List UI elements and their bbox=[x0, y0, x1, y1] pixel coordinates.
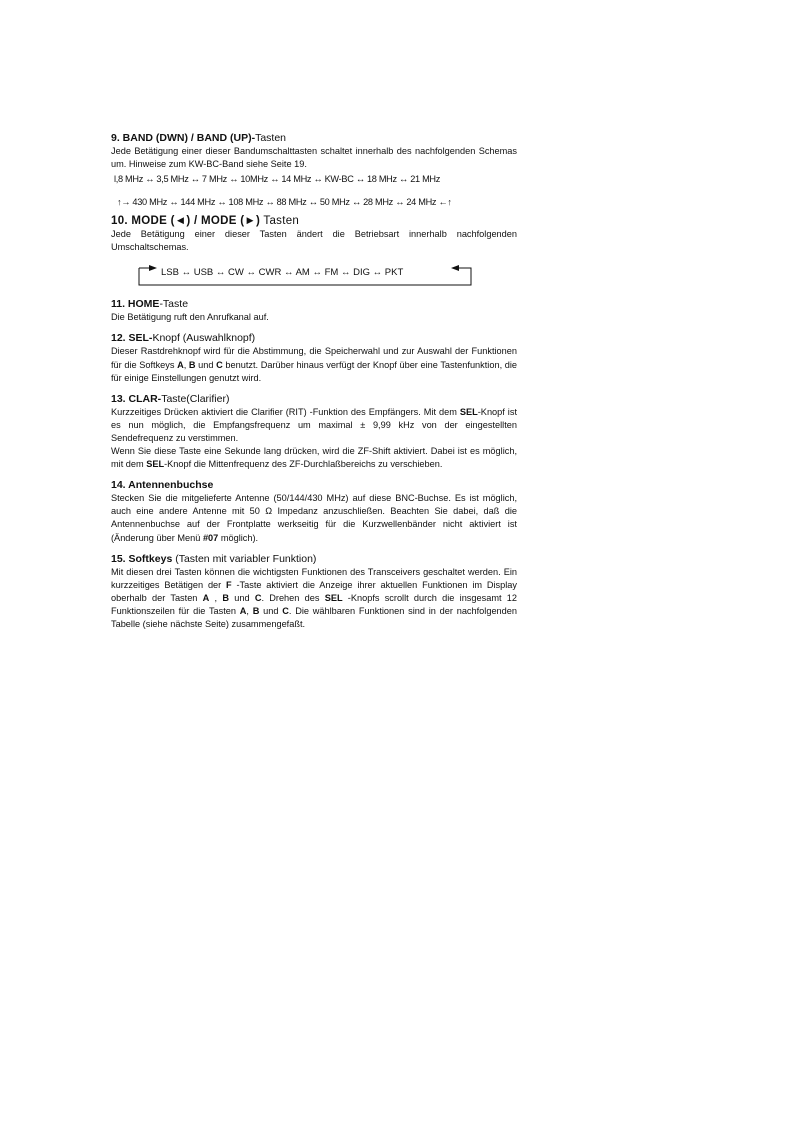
section-14-text: Stecken Sie die mitgelieferte Antenne (50/144/430 MHz) auf diese BNC-Buchse. Es ist möglich, auch eine andere Antenne mit 50 Ω Impedanz anzuschließen. Beachten Sie dabei, daß die Antennenbuchse auf der Frontplatte werkseitig für die Kurzwellenbänder nicht aktiviert ist (Änderung über Menü #07 möglich). bbox=[111, 493, 517, 543]
section-12-text: Dieser Rastdrehknopf wird für die Abstimmung, die Speicherwahl und zur Auswahl der Funktionen für die Softkeys A, B und C benutzt. Darüber hinaus verfügt der Knopf über eine Tastenfunktion, die für einige Einstellungen genutzt wird. bbox=[111, 346, 518, 383]
section-15-text: Mit diesen drei Tasten können die wichtigsten Funktionen des Transceivers geschaltet werden. Ein kurzzeitiges Betätigen der F -Taste aktiviert die Anzeige ihrer aktuellen Funktionen im Display oberhalb der Tasten A , B und C. Drehen des SEL -Knopfs scrollt durch die insgesamt 12 Funktionszeilen für die Tasten A, B und C. Die wählbaren Funktionen sind in der nachfolgenden Tabelle (siehe nächste Seite) zusammengefaßt. bbox=[111, 566, 517, 629]
section-9-text: Jede Betätigung einer dieser Bandumschalttasten schaltet innerhalb des nachfolgenden Schemas um. Hinweise zum KW-BC-Band siehe Seite 19. bbox=[111, 146, 517, 170]
band-sequence-hf: l,8 MHz ↔ 3,5 MHz ↔ 7 MHz ↔ 10MHz ↔ 14 MHz ↔ KW-BC ↔ 18 MHz ↔ 21 MHz bbox=[114, 174, 441, 185]
mode-cycle-diagram bbox=[135, 263, 475, 289]
section-9-heading: 9. BAND (DWN) / BAND (UP)-Tasten bbox=[111, 132, 287, 144]
band-sequence-vhf: ↑→ 430 MHz ↔ 144 MHz ↔ 108 MHz ↔ 88 MHz ↔ 50 MHz ↔ 28 MHz ↔ 24 MHz ←↑ bbox=[117, 197, 452, 208]
section-12 bbox=[111, 332, 517, 384]
section-11-text: Die Betätigung ruft den Anrufkanal auf. bbox=[111, 312, 269, 323]
section-13-text-1: Kurzzeitiges Drücken aktiviert die Clarifier (RIT) -Funktion des Empfängers. Mit dem SEL-Knopf ist es nun möglich, die Empfangsfrequenz um maximal ± 9,99 kHz von der eingestellten Sendefrequenz zu verstimmen. bbox=[111, 406, 517, 443]
section-11-heading: 11. HOME-Taste bbox=[111, 298, 189, 311]
section-15 bbox=[111, 553, 517, 631]
section-14-heading: 14. Antennenbuchse bbox=[111, 479, 214, 492]
mode-sequence: LSB ↔ USB ↔ CW ↔ CWR ↔ AM ↔ FM ↔ DIG ↔ PKT bbox=[161, 267, 404, 279]
section-11 bbox=[111, 298, 517, 324]
section-13-heading: 13. CLAR-Taste(Clarifier) bbox=[111, 392, 230, 405]
section-10-heading: 10. MODE (◄) / MODE (►) Tasten bbox=[111, 215, 300, 228]
section-15-heading: 15. Softkeys (Tasten mit variabler Funktion) bbox=[111, 552, 317, 565]
section-10-text: Jede Betätigung einer dieser Tasten ändert die Betriebsart innerhalb nachfolgenden Umschaltschemas. bbox=[111, 229, 517, 253]
section-12-heading: 12. SEL-Knopf (Auswahlknopf) bbox=[111, 332, 256, 345]
section-13-text-2: Wenn Sie diese Taste eine Sekunde lang drücken, wird die ZF-Shift aktiviert. Dabei ist es möglich, mit dem SEL-Knopf die Mittenfrequenz des ZF-Durchlaßbereichs zu verschieben. bbox=[111, 446, 517, 470]
section-13 bbox=[111, 393, 517, 471]
section-10 bbox=[111, 215, 517, 289]
section-14 bbox=[111, 479, 517, 544]
document-page bbox=[111, 132, 517, 636]
section-9 bbox=[111, 132, 517, 209]
